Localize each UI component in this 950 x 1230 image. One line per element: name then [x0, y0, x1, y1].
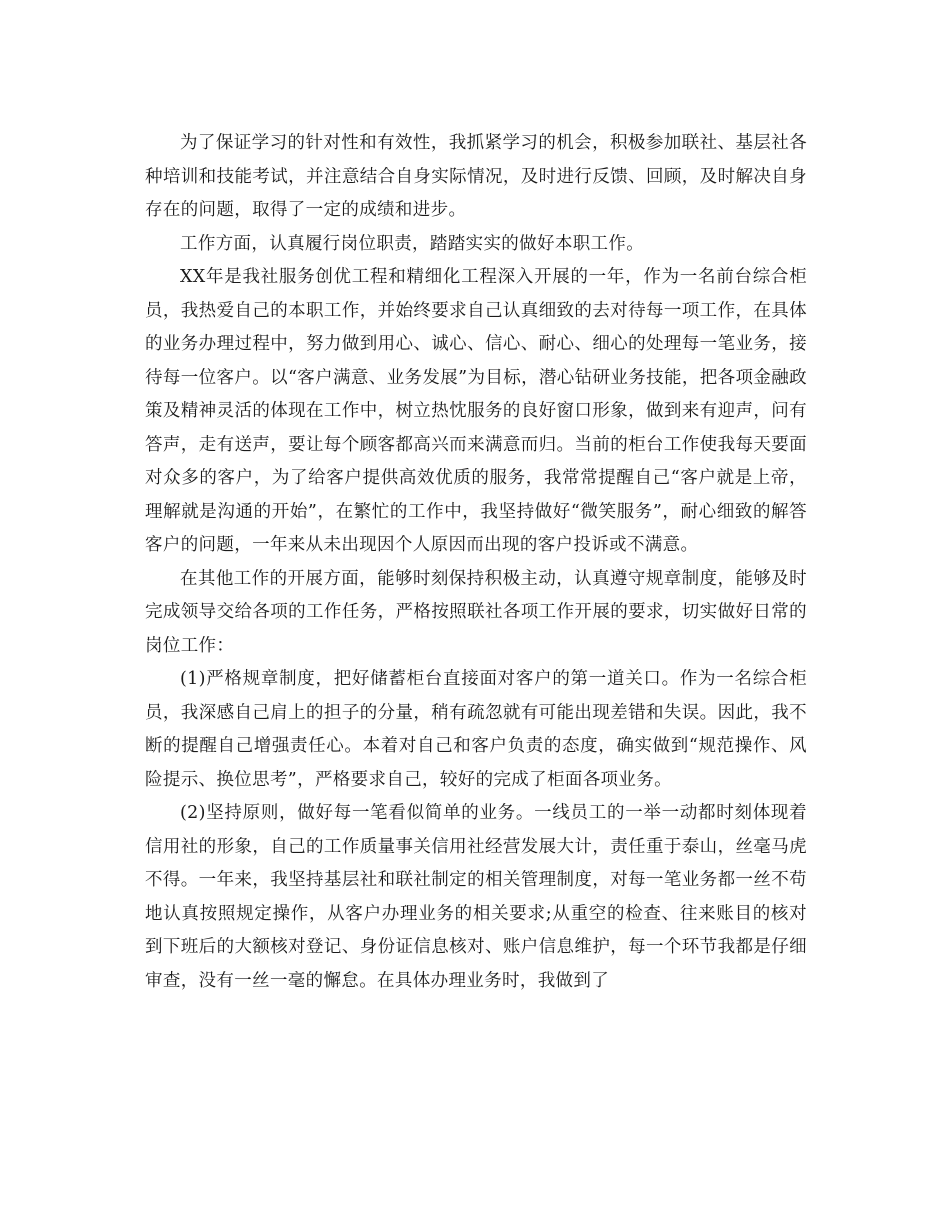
paragraph-item-2: (2)坚持原则，做好每一笔看似简单的业务。一线员工的一举一动都时刻体现着信用社的形象，自己的工作质量事关信用社经营发展大计，责任重于泰山，丝毫马虎不得。一年来，我坚持基层社和联社制定的相关管理制度，对每一笔业务都一丝不苟地认真按照规定操作，从客户办理业务的相关要求;从重空的检查、往来账目的核对到下班后的大额核对登记、身份证信息核对、账户信息维护，每一个环节我都是仔细审查，没有一丝一毫的懈怠。在具体办理业务时，我做到了 [145, 803, 807, 991]
document-body [145, 127, 807, 998]
paragraph-work-overview: 工作方面，认真履行岗位职责，踏踏实实的做好本职工作。 [180, 233, 645, 254]
paragraph-teller-service: XX年是我社服务创优工程和精细化工程深入开展的一年，作为一名前台综合柜员，我热爱自己的本职工作，并始终要求自己认真细致的去对待每一项工作，在具体的业务办理过程中，努力做到用心、诚心、信心、耐心、细心的处理每一笔业务，接待每一位客户。以“客户满意、业务发展”为目标，潜心钻研业务技能，把各项金融政策及精神灵活的体现在工作中，树立热忱服务的良好窗口形象，做到来有迎声，问有答声，走有送声，要让每个顾客都高兴而来满意而归。当前的柜台工作使我每天要面对众多的客户，为了给客户提供高效优质的服务，我常常提醒自己“客户就是上帝，理解就是沟通的开始”，在繁忙的工作中，我坚持做好“微笑服务”，耐心细致的解答客户的问题，一年来从未出现因个人原因而出现的客户投诉或不满意。 [145, 267, 807, 555]
paragraph-other-work: 在其他工作的开展方面，能够时刻保持积极主动，认真遵守规章制度，能够及时完成领导交给各项的工作任务，严格按照联社各项工作开展的要求，切实做好日常的岗位工作： [145, 568, 807, 656]
paragraph-study: 为了保证学习的针对性和有效性，我抓紧学习的机会，积极参加联社、基层社各种培训和技能考试，并注意结合自身实际情况，及时进行反馈、回顾，及时解决自身存在的问题，取得了一定的成绩和进步。 [145, 133, 807, 220]
paragraph-item-1: (1)严格规章制度，把好储蓄柜台直接面对客户的第一道关口。作为一名综合柜员，我深感自己肩上的担子的分量，稍有疏忽就有可能出现差错和失误。因此，我不断的提醒自己增强责任心。本着对自己和客户负责的态度，确实做到“规范操作、风险提示、换位思考”，严格要求自己，较好的完成了柜面各项业务。 [145, 669, 807, 790]
